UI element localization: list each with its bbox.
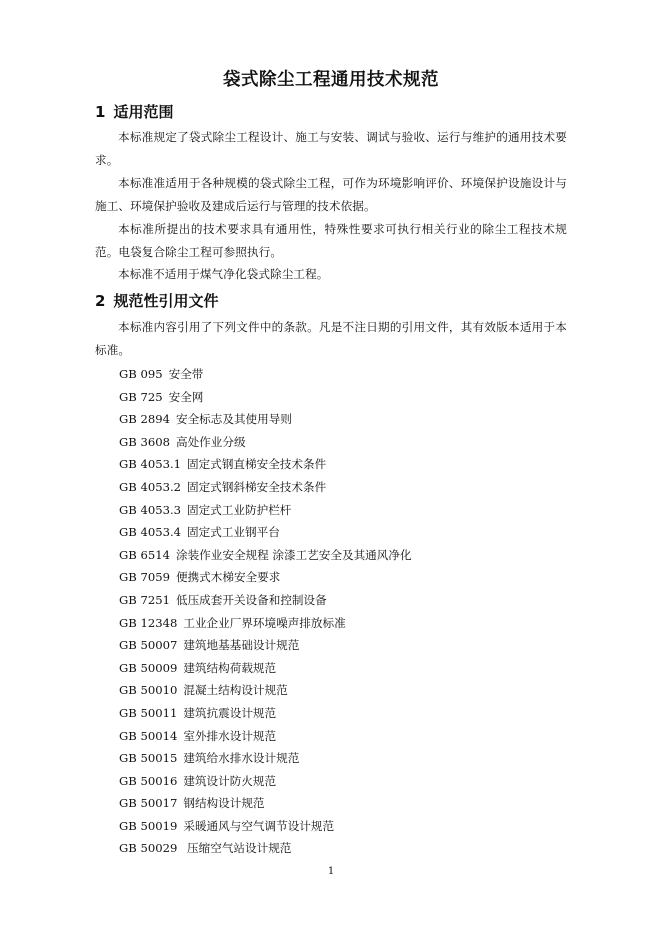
paragraph: 本标准规定了袋式除尘工程设计、施工与安装、调试与验收、运行与维护的通用技术要求。: [95, 130, 567, 167]
reference-item: [119, 476, 412, 499]
reference-code: GB 6514: [119, 547, 170, 562]
reference-code: GB 4053.4: [119, 525, 182, 540]
paragraph: 本标准所提出的技术要求具有通用性，特殊性要求可执行相关行业的除尘工程技术规范。电袋复合除尘工程可参照执行。: [95, 222, 567, 259]
reference-title: 建筑设计防火规范: [183, 773, 277, 788]
reference-item: [119, 725, 412, 748]
reference-code: GB 4053.1: [119, 457, 182, 472]
reference-title: 固定式工业防护栏杆: [187, 502, 292, 517]
reference-title: 安全带: [168, 367, 204, 381]
reference-item: [119, 702, 412, 725]
reference-code: GB 4053.2: [119, 479, 182, 494]
reference-item: [119, 747, 412, 770]
section-number: 2: [95, 292, 106, 310]
reference-code: GB 095: [119, 367, 163, 381]
paragraph: 本标准不适用于煤气净化袋式除尘工程。: [118, 267, 329, 281]
reference-title: 室外排水设计规范: [183, 728, 277, 743]
reference-title: 低压成套开关设备和控制设备: [175, 592, 327, 607]
reference-code: GB 50016: [119, 773, 178, 788]
reference-code: GB 50011: [119, 705, 178, 720]
reference-title: 涂装作业安全规程 涂漆工艺安全及其通风净化: [175, 547, 412, 562]
reference-code: GB 3608: [119, 434, 170, 449]
reference-code: GB 12348: [119, 615, 178, 630]
reference-code: GB 725: [119, 389, 163, 404]
reference-item: [119, 612, 412, 635]
reference-code: GB 50009: [119, 660, 178, 675]
reference-title: 固定式工业钢平台: [187, 525, 280, 540]
reference-title: 建筑抗震设计规范: [183, 705, 277, 720]
reference-title: 高处作业分级: [175, 434, 246, 449]
reference-item: [119, 408, 412, 431]
section-2-heading: [95, 290, 218, 311]
section-title: 规范性引用文件: [113, 292, 219, 310]
reference-title: 固定式钢直梯安全技术条件: [187, 457, 327, 472]
document-title: 袋式除尘工程通用技术规范: [223, 70, 439, 90]
reference-item: [119, 634, 412, 657]
reference-code: GB 7059: [119, 570, 170, 585]
reference-code: GB 50017: [119, 796, 178, 811]
reference-item: [119, 453, 412, 476]
reference-code: GB 50014: [119, 728, 178, 743]
reference-item: [119, 657, 412, 680]
page-number: 1: [327, 866, 335, 877]
reference-code: GB 50029: [119, 841, 178, 856]
reference-item: [119, 566, 412, 589]
reference-item: [119, 363, 412, 386]
reference-code: GB 50019: [119, 818, 178, 833]
reference-title: 采暖通风与空气调节设计规范: [183, 818, 335, 833]
reference-item: [119, 792, 412, 815]
reference-item: [119, 770, 412, 793]
section-1-heading: [95, 101, 173, 122]
reference-title: 安全标志及其使用导则: [175, 412, 292, 427]
reference-title: 安全网: [168, 389, 204, 404]
reference-title: 混凝土结构设计规范: [183, 683, 288, 698]
reference-item: [119, 837, 412, 860]
reference-code: GB 50010: [119, 683, 178, 698]
reference-code: GB 50007: [119, 638, 178, 653]
reference-item: [119, 544, 412, 567]
section-number: 1: [95, 103, 106, 121]
reference-title: 建筑地基基础设计规范: [183, 638, 300, 653]
reference-title: 工业企业厂界环境噪声排放标准: [183, 615, 346, 630]
paragraph: 本标准准适用于各种规模的袋式除尘工程，可作为环境影响评价、环境保护设施设计与施工、环境保护验收及建成后运行与管理的技术依据。: [95, 176, 567, 213]
reference-title: 压缩空气站设计规范: [183, 841, 292, 856]
reference-item: [119, 431, 412, 454]
reference-code: GB 4053.3: [119, 502, 182, 517]
reference-title: 建筑给水排水设计规范: [183, 751, 300, 766]
reference-code: GB 7251: [119, 592, 170, 607]
reference-code: GB 2894: [119, 412, 170, 427]
reference-list: [119, 363, 412, 860]
section-title: 适用范围: [113, 103, 174, 121]
reference-title: 钢结构设计规范: [183, 796, 265, 811]
reference-item: [119, 815, 412, 838]
reference-title: 固定式钢斜梯安全技术条件: [187, 479, 327, 494]
reference-title: 建筑结构荷载规范: [183, 660, 277, 675]
reference-item: [119, 386, 412, 409]
reference-item: [119, 499, 412, 522]
reference-title: 便携式木梯安全要求: [175, 570, 281, 585]
reference-item: [119, 679, 412, 702]
paragraph: 本标准内容引用了下列文件中的条款。凡是不注日期的引用文件，其有效版本适用于本标准。: [95, 320, 567, 357]
reference-item: [119, 521, 412, 544]
reference-item: [119, 589, 412, 612]
reference-code: GB 50015: [119, 751, 178, 766]
